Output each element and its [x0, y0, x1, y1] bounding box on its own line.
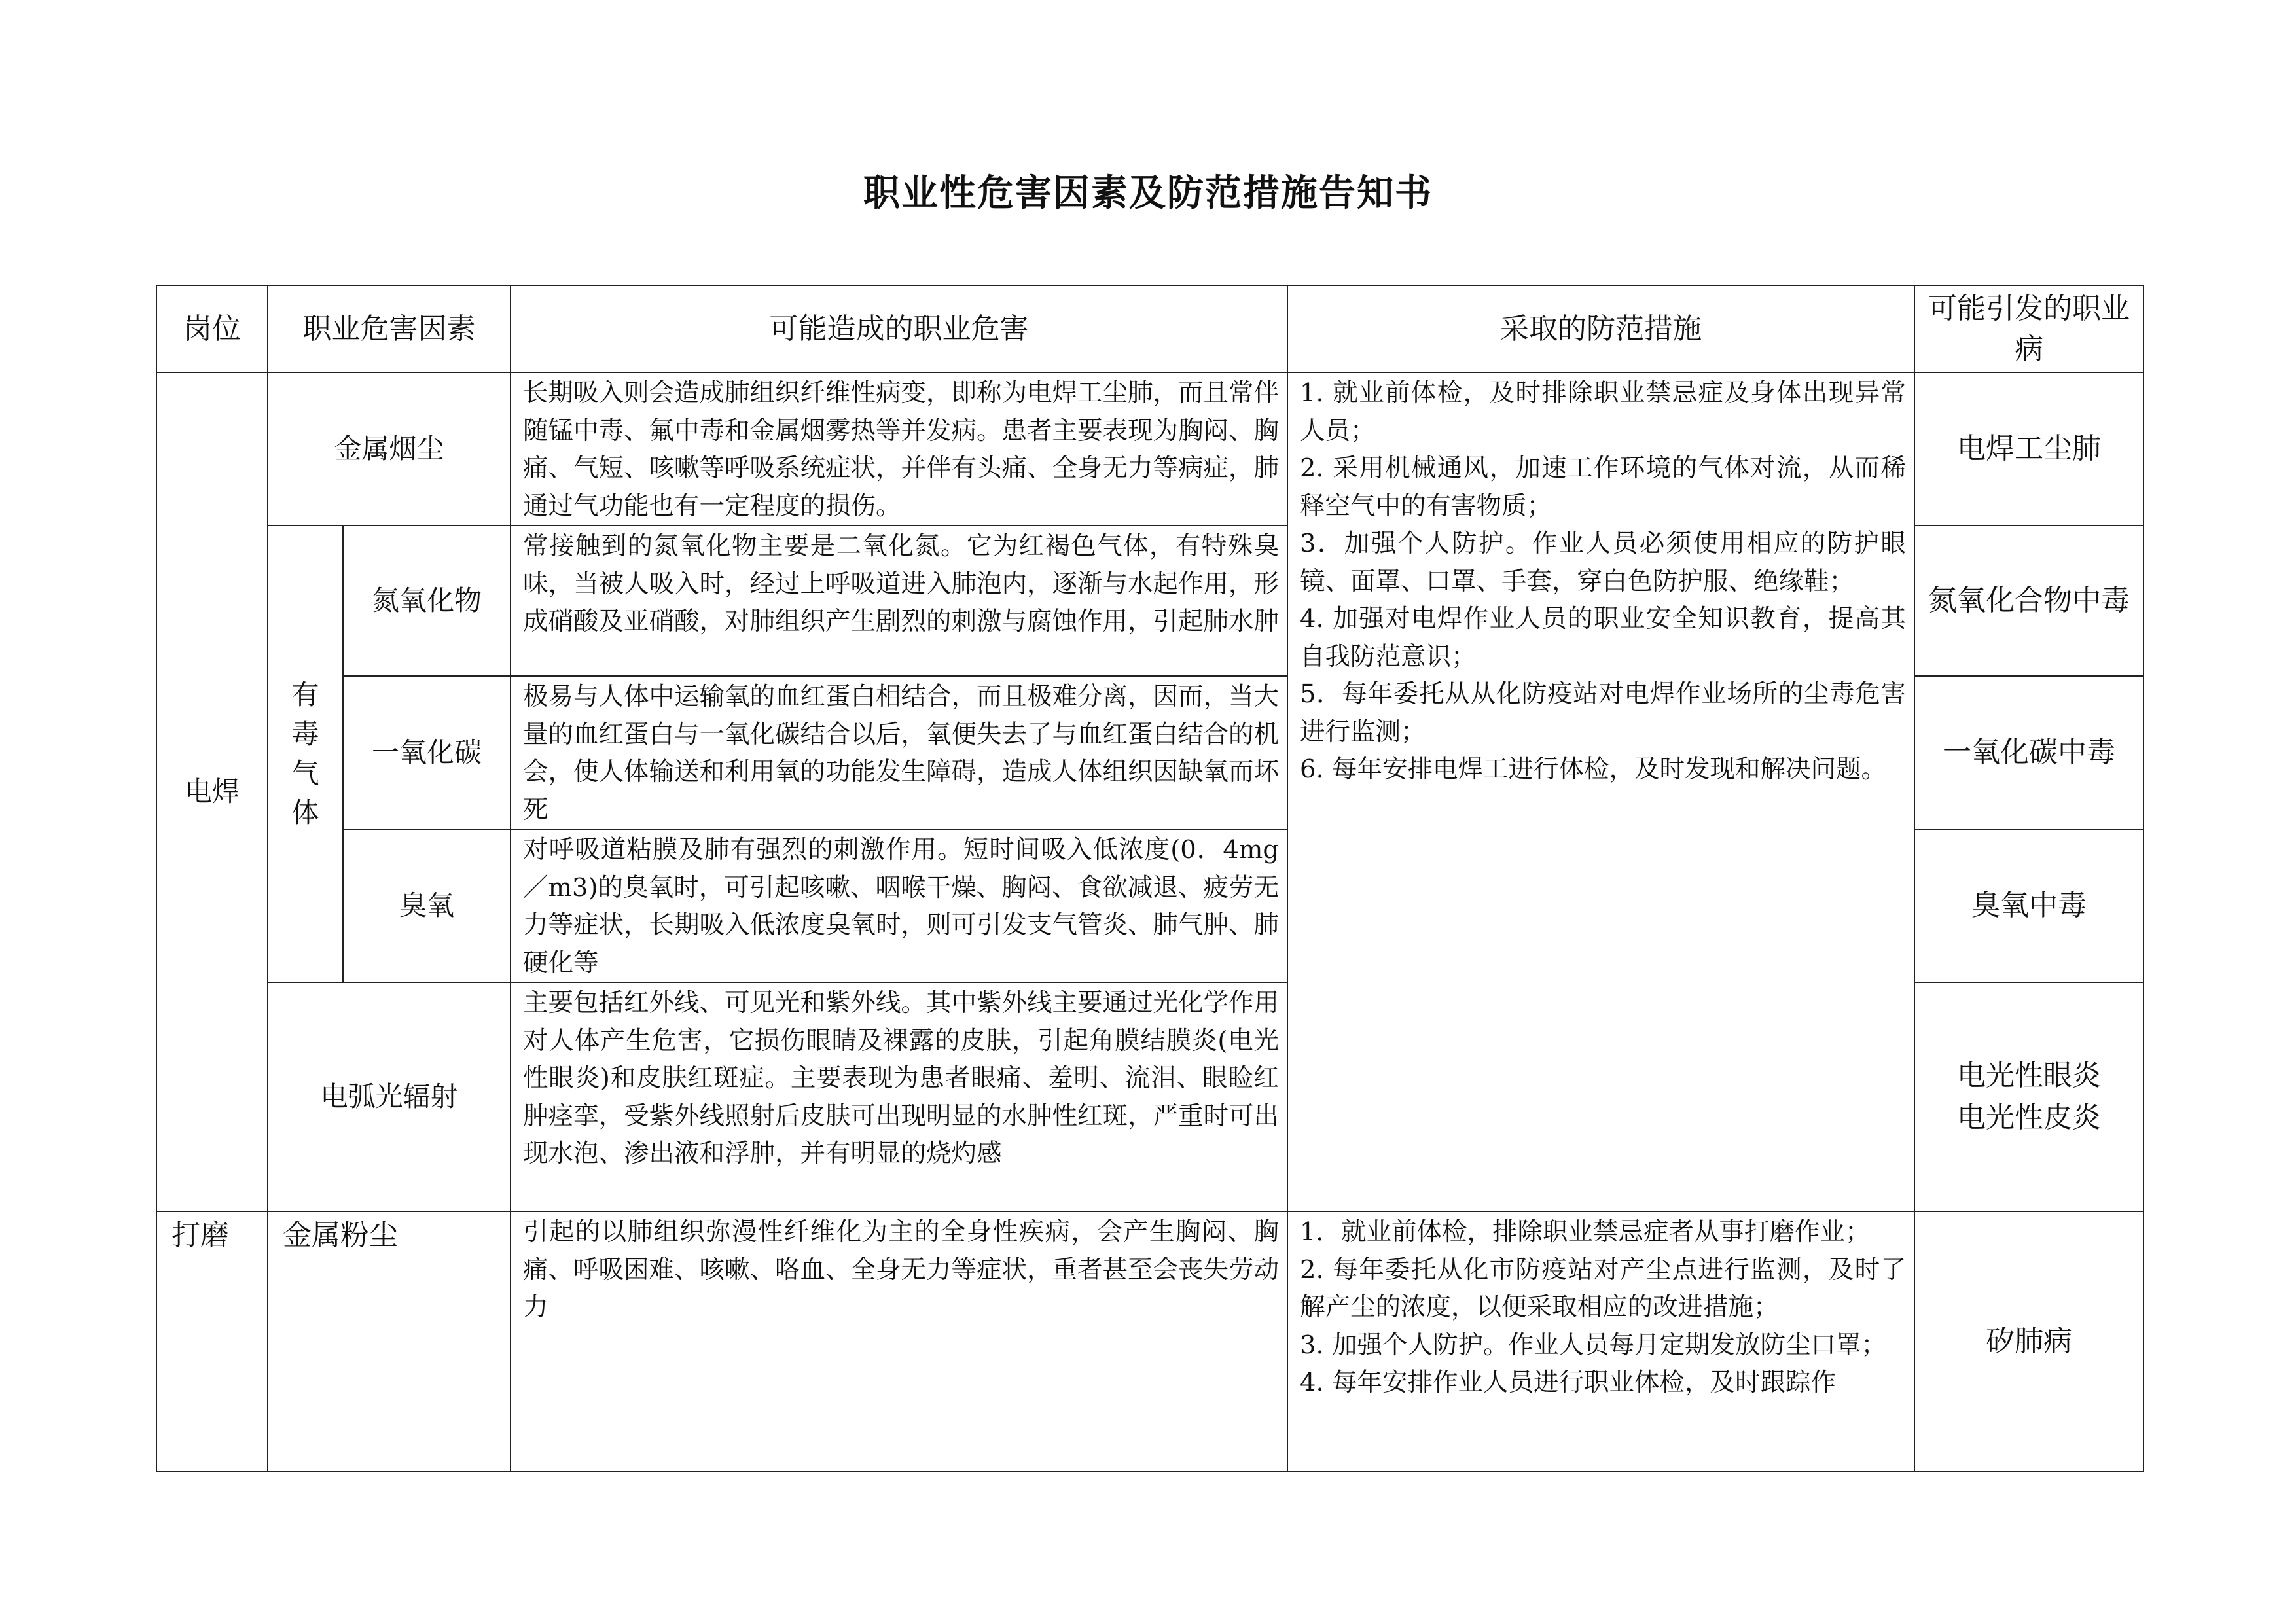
factor-nox: 氮氧化物	[343, 526, 511, 676]
measure-item: 3. 加强个人防护。作业人员每月定期发放防尘口罩；	[1300, 1330, 1886, 1360]
post-grinding: 打磨	[156, 1211, 268, 1472]
header-row	[156, 285, 2144, 372]
header-factor: 职业危害因素	[268, 285, 511, 372]
header-post: 岗位	[156, 285, 268, 372]
disease-ozone: 臭氧中毒	[1914, 829, 2144, 982]
measure-item: 4. 每年安排作业人员进行职业体检，及时跟踪作	[1300, 1368, 1836, 1397]
header-measures: 采取的防范措施	[1287, 285, 1914, 372]
harm-ozone: 对呼吸道粘膜及肺有强烈的刺激作用。短时间吸入低浓度(0．4mg／m3)的臭氧时，可引起咳嗽、咽喉干燥、胸闷、食欲减退、疲劳无力等症状，长期吸入低浓度臭氧时，则可引发支气管炎、肺气肿、肺硬化等	[511, 829, 1287, 982]
toxic-gas-label: 有毒气体	[291, 679, 319, 829]
header-disease-text: 可能引发的职业病	[1928, 291, 2130, 366]
disease-arc-radiation	[1914, 982, 2144, 1211]
header-disease	[1914, 285, 2144, 372]
measure-item: 2. 采用机械通风，加速工作环境的气体对流，从而稀释空气中的有害物质；	[1300, 454, 1906, 521]
factor-arc-radiation: 电弧光辐射	[268, 982, 511, 1211]
post-welding: 电焊	[156, 372, 268, 1211]
harm-arc-radiation: 主要包括红外线、可见光和紫外线。其中紫外线主要通过光化学作用对人体产生危害，它损伤眼睛及裸露的皮肤，引起角膜结膜炎(电光性眼炎)和皮肤红斑症。主要表现为患者眼痛、羞明、流泪、眼睑红肿痉挛，受紫外线照射后皮肤可出现明显的水肿性红斑，严重时可出现水泡、渗出液和浮肿，并有明显的烧灼感	[511, 982, 1287, 1211]
factor-metal-fume: 金属烟尘	[268, 372, 511, 526]
harm-metal-fume: 长期吸入则会造成肺组织纤维性病变，即称为电焊工尘肺，而且常伴随锰中毒、氟中毒和金属烟雾热等并发病。患者主要表现为胸闷、胸痛、气短、咳嗽等呼吸系统症状，并伴有头痛、全身无力等病症，肺通过气功能也有一定程度的损伤。	[511, 372, 1287, 526]
measure-item: 5．每年委托从从化防疫站对电焊作业场所的尘毒危害进行监测；	[1300, 679, 1906, 747]
disease-nox-text: 氮氧化合物中毒	[1928, 584, 2130, 617]
table-row	[156, 372, 2144, 526]
harm-nox: 常接触到的氮氧化物主要是二氧化氮。它为红褐色气体，有特殊臭味，当被人吸入时，经过上呼吸道进入肺泡内，逐渐与水起作用，形成硝酸及亚硝酸，对肺组织产生剧烈的刺激与腐蚀作用，引起肺水肿	[511, 526, 1287, 676]
harm-co: 极易与人体中运输氧的血红蛋白相结合，而且极难分离，因而，当大量的血红蛋白与一氧化碳结合以后，氧便失去了与血红蛋白结合的机会，使人体输送和利用氧的功能发生障碍，造成人体组织因缺氧而坏死	[511, 676, 1287, 829]
toxic-gas-group	[268, 526, 343, 982]
disease-nox	[1914, 526, 2144, 676]
factor-metal-dust: 金属粉尘	[268, 1211, 511, 1472]
measure-item: 6. 每年安排电焊工进行体检，及时发现和解决问题。	[1300, 755, 1886, 784]
hazard-notice-table	[156, 285, 2144, 1472]
harm-metal-dust: 引起的以肺组织弥漫性纤维化为主的全身性疾病，会产生胸闷、胸痛、呼吸困难、咳嗽、咯血、全身无力等症状，重者甚至会丧失劳动力	[511, 1211, 1287, 1472]
measure-item: 2. 每年委托从化市防疫站对产尘点进行监测，及时了解产尘的浓度，以便采取相应的改进措施；	[1300, 1255, 1906, 1322]
disease-arc-line2: 电光性皮炎	[1957, 1101, 2101, 1134]
measure-item: 1. 就业前体检，及时排除职业禁忌症及身体出现异常人员；	[1300, 378, 1906, 446]
measures-grinding	[1287, 1211, 1914, 1472]
page-title: 职业性危害因素及防范措施告知书	[863, 172, 1433, 215]
disease-metal-fume: 电焊工尘肺	[1914, 372, 2144, 526]
factor-co: 一氧化碳	[343, 676, 511, 829]
table-row	[156, 1211, 2144, 1472]
measure-item: 3．加强个人防护。作业人员必须使用相应的防护眼镜、面罩、口罩、手套，穿白色防护服、绝缘鞋；	[1300, 529, 1906, 596]
header-harm: 可能造成的职业危害	[511, 285, 1287, 372]
measure-item: 4. 加强对电焊作业人员的职业安全知识教育，提高其自我防范意识；	[1300, 604, 1906, 671]
disease-co: 一氧化碳中毒	[1914, 676, 2144, 829]
measure-item: 1．就业前体检，排除职业禁忌症者从事打磨作业；	[1300, 1217, 1871, 1247]
factor-ozone: 臭氧	[343, 829, 511, 982]
disease-arc-line1: 电光性眼炎	[1957, 1059, 2101, 1092]
measures-welding	[1287, 372, 1914, 1211]
disease-silicosis: 矽肺病	[1914, 1211, 2144, 1472]
